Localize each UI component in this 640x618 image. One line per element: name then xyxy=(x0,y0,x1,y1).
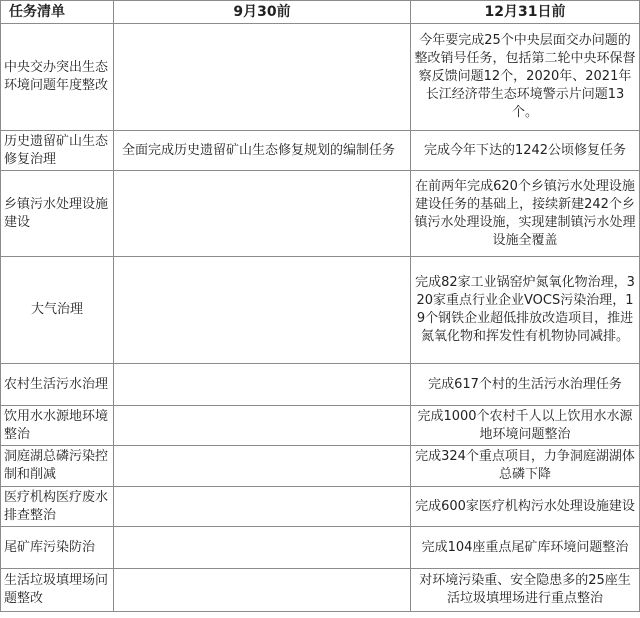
dec31-cell: 完成600家医疗机构污水处理设施建设 xyxy=(411,487,640,527)
sep30-cell xyxy=(114,569,411,612)
sep30-cell xyxy=(114,527,411,569)
header-dec31: 12月31日前 xyxy=(411,1,640,24)
table-row xyxy=(1,131,640,171)
table-row xyxy=(1,446,640,487)
dec31-cell: 对环境污染重、安全隐患多的25座生活垃圾填埋场进行重点整治 xyxy=(411,569,640,612)
task-name-cell: 尾矿库污染防治 xyxy=(1,527,114,569)
header-sep30: 9月30前 xyxy=(114,1,411,24)
task-name-cell: 生活垃圾填埋场问题整改 xyxy=(1,569,114,612)
dec31-cell: 完成104座重点尾矿库环境问题整治 xyxy=(411,527,640,569)
table-row xyxy=(1,527,640,569)
dec31-cell: 完成324个重点项目，力争洞庭湖湖体总磷下降 xyxy=(411,446,640,487)
table-row xyxy=(1,569,640,612)
dec31-cell: 在前两年完成620个乡镇污水处理设施建设任务的基础上，接续新建242个乡镇污水处理设施，实现建制镇污水处理设施全覆盖 xyxy=(411,171,640,257)
sep30-cell xyxy=(114,487,411,527)
task-name-cell: 中央交办突出生态环境问题年度整改 xyxy=(1,24,114,131)
dec31-cell: 今年要完成25个中央层面交办问题的整改销号任务，包括第二轮中央环保督察反馈问题12个，2020年、2021年长江经济带生态环境警示片问题13个。 xyxy=(411,24,640,131)
task-name-cell: 大气治理 xyxy=(1,257,114,364)
header-task-list: 任务清单 xyxy=(1,1,114,24)
task-name-cell: 医疗机构医疗废水排查整治 xyxy=(1,487,114,527)
task-name-cell: 历史遗留矿山生态修复治理 xyxy=(1,131,114,171)
task-name-cell: 洞庭湖总磷污染控制和削减 xyxy=(1,446,114,487)
table-header-row xyxy=(1,1,640,24)
table-row xyxy=(1,487,640,527)
sep30-cell: 全面完成历史遗留矿山生态修复规划的编制任务 xyxy=(114,131,411,171)
sep30-cell xyxy=(114,171,411,257)
dec31-cell: 完成1000个农村千人以上饮用水水源地环境问题整治 xyxy=(411,406,640,446)
dec31-cell: 完成617个村的生活污水治理任务 xyxy=(411,364,640,406)
table-row xyxy=(1,364,640,406)
table-row xyxy=(1,171,640,257)
dec31-cell: 完成今年下达的1242公顷修复任务 xyxy=(411,131,640,171)
table-row xyxy=(1,24,640,131)
task-name-cell: 农村生活污水治理 xyxy=(1,364,114,406)
dec31-cell: 完成82家工业锅窑炉氮氧化物治理，320家重点行业企业VOCS污染治理，19个钢铁企业超低排放改造项目，推进氮氧化物和挥发性有机物协同减排。 xyxy=(411,257,640,364)
sep30-cell xyxy=(114,364,411,406)
table-row xyxy=(1,257,640,364)
task-name-cell: 乡镇污水处理设施建设 xyxy=(1,171,114,257)
sep30-cell xyxy=(114,24,411,131)
task-name-cell: 饮用水水源地环境整治 xyxy=(1,406,114,446)
sep30-cell xyxy=(114,257,411,364)
sep30-cell xyxy=(114,446,411,487)
sep30-cell xyxy=(114,406,411,446)
table-row xyxy=(1,406,640,446)
